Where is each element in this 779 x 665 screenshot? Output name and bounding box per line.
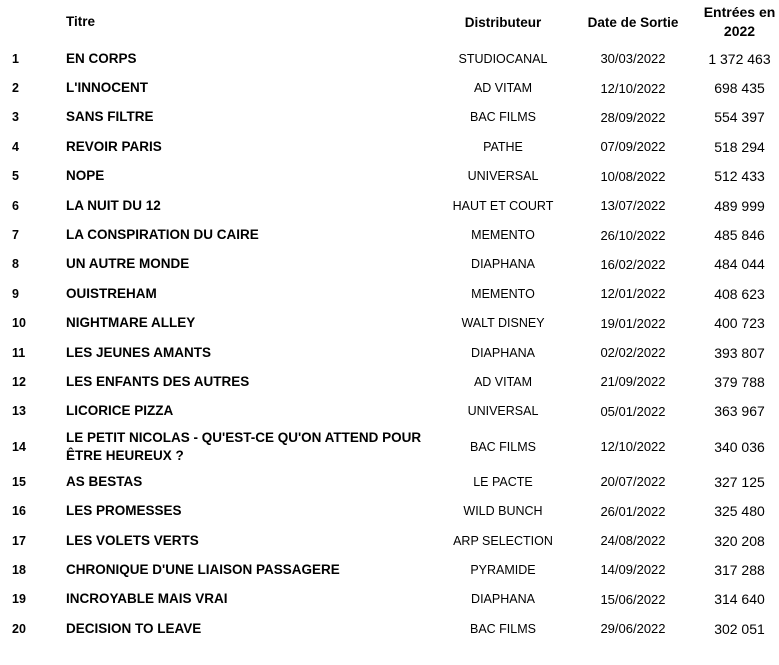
table-row (0, 496, 779, 525)
table-body (0, 44, 779, 643)
title-cell: DECISION TO LEAVE (66, 620, 202, 636)
distributor-cell: STUDIOCANAL (458, 51, 548, 66)
release-date-cell: 05/01/2022 (600, 403, 666, 419)
rank-cell: 10 (12, 316, 26, 331)
distributor-header: Distributeur (464, 14, 542, 30)
release-date-cell: 28/09/2022 (600, 109, 666, 125)
release-date-header: Date de Sortie (587, 14, 679, 30)
entries-cell: 363 967 (714, 403, 765, 420)
table-row (0, 103, 779, 132)
title-cell: EN CORPS (66, 50, 137, 66)
table-row (0, 526, 779, 555)
entries-cell: 400 723 (714, 315, 765, 332)
distributor-cell: WALT DISNEY (461, 316, 545, 331)
rank-cell: 7 (12, 228, 19, 243)
table-row (0, 367, 779, 396)
table-row (0, 397, 779, 426)
title-cell: LE PETIT NICOLAS - QU'EST-CE QU'ON ATTEND POUR ÊTRE HEUREUX ? (66, 429, 422, 463)
entries-cell: 302 051 (714, 620, 765, 637)
entries-cell: 320 208 (714, 532, 765, 549)
release-date-cell: 20/07/2022 (600, 474, 666, 490)
title-cell: LA CONSPIRATION DU CAIRE (66, 227, 259, 243)
table-row (0, 555, 779, 584)
rank-cell: 1 (12, 51, 19, 66)
release-date-cell: 29/06/2022 (600, 621, 666, 637)
release-date-cell: 16/02/2022 (600, 256, 666, 272)
table-row (0, 132, 779, 161)
table-row (0, 426, 779, 467)
title-header: Titre (66, 14, 96, 29)
entries-cell: 393 807 (714, 344, 765, 361)
release-date-cell: 26/01/2022 (600, 503, 666, 519)
release-date-cell: 12/01/2022 (600, 286, 666, 302)
entries-cell: 698 435 (714, 80, 765, 97)
distributor-cell: ARP SELECTION (453, 533, 553, 548)
title-cell: L'INNOCENT (66, 80, 148, 96)
table-row (0, 614, 779, 643)
title-cell: INCROYABLE MAIS VRAI (66, 591, 228, 607)
table-row (0, 73, 779, 102)
header-row (0, 0, 779, 44)
table-row (0, 279, 779, 308)
title-cell: LES VOLETS VERTS (66, 532, 199, 548)
rank-cell: 14 (12, 439, 26, 454)
release-date-cell: 19/01/2022 (600, 315, 666, 331)
release-date-cell: 12/10/2022 (600, 80, 666, 96)
distributor-cell: LE PACTE (473, 474, 533, 489)
release-date-cell: 24/08/2022 (600, 533, 666, 549)
title-cell: LICORICE PIZZA (66, 403, 174, 419)
title-cell: LES JEUNES AMANTS (66, 344, 212, 360)
distributor-cell: UNIVERSAL (467, 404, 539, 419)
rank-cell: 11 (12, 345, 26, 360)
title-cell: UN AUTRE MONDE (66, 256, 190, 272)
table-row (0, 467, 779, 496)
entries-cell: 518 294 (714, 138, 765, 155)
entries-cell: 340 036 (714, 438, 765, 455)
title-cell: NOPE (66, 168, 105, 184)
table-row (0, 44, 779, 73)
title-cell: CHRONIQUE D'UNE LIAISON PASSAGERE (66, 561, 340, 577)
rank-cell: 20 (12, 621, 26, 636)
release-date-cell: 30/03/2022 (600, 51, 666, 67)
title-cell: LA NUIT DU 12 (66, 197, 161, 213)
rank-cell: 12 (12, 374, 26, 389)
release-date-cell: 07/09/2022 (600, 139, 666, 155)
distributor-cell: DIAPHANA (471, 592, 535, 607)
distributor-cell: PYRAMIDE (470, 562, 536, 577)
distributor-cell: PATHE (483, 139, 523, 154)
table-row (0, 250, 779, 279)
table-header (0, 0, 779, 44)
title-cell: LES PROMESSES (66, 503, 182, 519)
release-date-cell: 26/10/2022 (600, 227, 666, 243)
table-row (0, 162, 779, 191)
entries-cell: 408 623 (714, 285, 765, 302)
release-date-cell: 14/09/2022 (600, 562, 666, 578)
entries-cell: 325 480 (714, 503, 765, 520)
distributor-cell: UNIVERSAL (467, 169, 539, 184)
distributor-cell: AD VITAM (473, 81, 533, 96)
entries-cell: 484 044 (714, 256, 765, 273)
rank-cell: 2 (12, 81, 19, 96)
title-cell: OUISTREHAM (66, 285, 157, 301)
title-cell: LES ENFANTS DES AUTRES (66, 373, 250, 389)
entries-cell: 327 125 (714, 473, 765, 490)
table-row (0, 220, 779, 249)
entries-header (688, 0, 779, 44)
rank-cell: 19 (12, 592, 26, 607)
distributor-cell: MEMENTO (471, 228, 535, 243)
rank-cell: 5 (12, 169, 19, 184)
entries-cell: 317 288 (714, 561, 765, 578)
rank-cell: 3 (12, 110, 19, 125)
title-cell: REVOIR PARIS (66, 138, 162, 154)
rank-cell: 18 (12, 562, 26, 577)
rank-cell: 17 (12, 533, 26, 548)
distributor-cell: DIAPHANA (471, 257, 535, 272)
distributor-cell: MEMENTO (471, 286, 535, 301)
table-row (0, 191, 779, 220)
title-cell: SANS FILTRE (66, 109, 154, 125)
title-cell: NIGHTMARE ALLEY (66, 315, 196, 331)
entries-cell: 485 846 (714, 227, 765, 244)
table-row (0, 338, 779, 367)
rank-cell: 8 (12, 257, 19, 272)
release-date-cell: 13/07/2022 (600, 198, 666, 214)
rank-cell: 6 (12, 198, 19, 213)
release-date-cell: 10/08/2022 (600, 168, 666, 184)
distributor-cell: WILD BUNCH (463, 504, 543, 519)
table-row (0, 585, 779, 614)
table-row (0, 309, 779, 338)
entries-cell: 1 372 463 (708, 50, 771, 67)
rank-cell: 16 (12, 504, 26, 519)
entries-header-line2: 2022 (723, 23, 756, 39)
rank-cell: 15 (12, 474, 26, 489)
entries-cell: 379 788 (714, 373, 765, 390)
rank-cell: 4 (12, 139, 19, 154)
entries-cell: 554 397 (714, 109, 765, 126)
rank-header (0, 0, 66, 44)
entries-cell: 314 640 (714, 591, 765, 608)
distributor-cell: DIAPHANA (471, 345, 535, 360)
distributor-cell: BAC FILMS (470, 439, 536, 454)
entries-header-line1: Entrées en (703, 4, 776, 20)
rank-cell: 9 (12, 286, 19, 301)
release-date-cell: 12/10/2022 (600, 439, 666, 455)
distributor-cell: BAC FILMS (470, 110, 536, 125)
release-date-cell: 21/09/2022 (600, 374, 666, 390)
distributor-cell: HAUT ET COURT (452, 198, 554, 213)
distributor-cell: AD VITAM (473, 374, 533, 389)
rank-cell: 13 (12, 404, 26, 419)
title-cell: AS BESTAS (66, 473, 143, 489)
release-date-cell: 02/02/2022 (600, 345, 666, 361)
entries-cell: 512 433 (714, 168, 765, 185)
distributor-cell: BAC FILMS (470, 621, 536, 636)
release-date-cell: 15/06/2022 (600, 591, 666, 607)
entries-cell: 489 999 (714, 197, 765, 214)
